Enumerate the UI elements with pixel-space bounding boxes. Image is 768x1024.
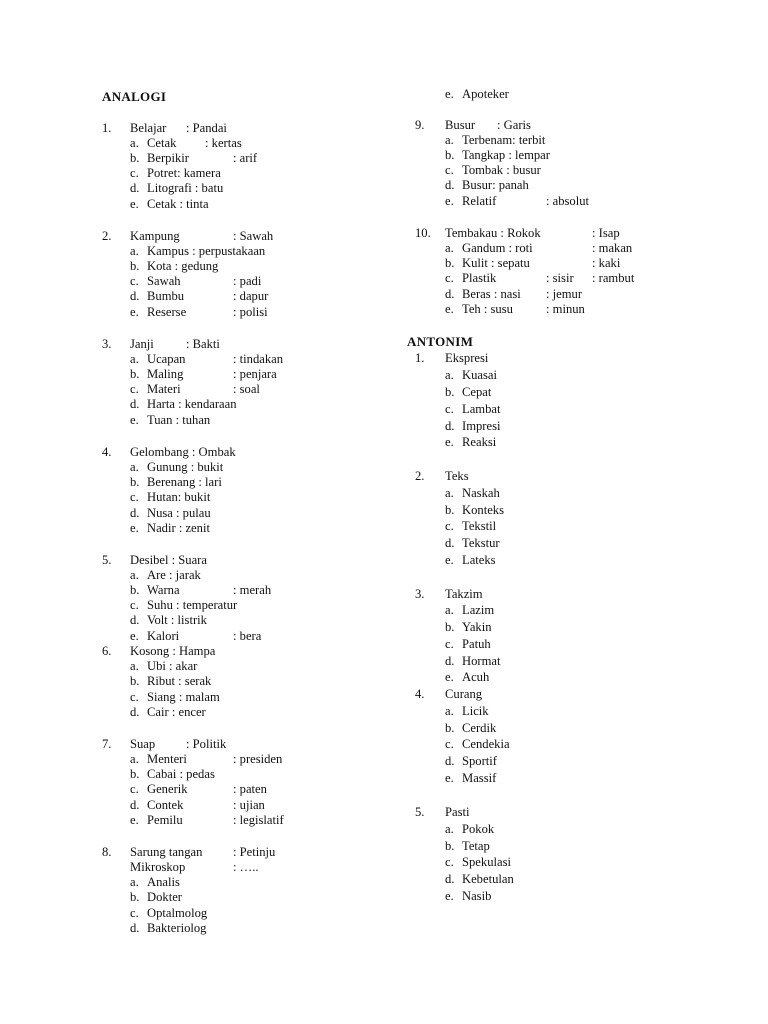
option-letter: d. bbox=[445, 872, 455, 886]
option-middle: : minun bbox=[546, 302, 585, 316]
option-right: : dapur bbox=[233, 289, 269, 303]
option-left: Nadir : zenit bbox=[147, 521, 210, 535]
question-word: Ekspresi bbox=[445, 351, 489, 365]
option-letter: c. bbox=[445, 271, 454, 285]
option-left: Materi bbox=[147, 382, 181, 396]
option-text: Massif bbox=[462, 771, 497, 785]
option-letter: b. bbox=[445, 385, 455, 399]
option-left: Optalmolog bbox=[147, 906, 208, 920]
stem-left: Belajar bbox=[130, 121, 167, 135]
option-letter: c. bbox=[130, 166, 139, 180]
option-left: Sawah bbox=[147, 274, 181, 288]
option-letter: a. bbox=[445, 368, 454, 382]
option-right: : polisi bbox=[233, 305, 268, 319]
option-letter: b. bbox=[445, 503, 455, 517]
option-letter: d. bbox=[130, 289, 140, 303]
option-right: : merah bbox=[233, 583, 272, 597]
stem-right: : Petinju bbox=[233, 845, 276, 859]
option-letter: b. bbox=[130, 475, 140, 489]
option-right: : paten bbox=[233, 782, 267, 796]
option-letter: d. bbox=[130, 181, 140, 195]
option-left: Busur: panah bbox=[462, 178, 529, 192]
question-number: 7. bbox=[102, 737, 112, 751]
option-right: : tindakan bbox=[233, 352, 284, 366]
option-letter: c. bbox=[130, 274, 139, 288]
question-number: 4. bbox=[415, 687, 425, 701]
option-letter: d. bbox=[445, 654, 455, 668]
option-letter: e. bbox=[130, 813, 139, 827]
option-left: Suhu : temperatur bbox=[147, 598, 238, 612]
option-right: : ujian bbox=[233, 798, 265, 812]
stem-right: : Politik bbox=[186, 737, 227, 751]
option-right: : kertas bbox=[205, 136, 242, 150]
option-letter: c. bbox=[130, 490, 139, 504]
option-right: : kaki bbox=[592, 256, 621, 270]
question-number: 10. bbox=[415, 226, 431, 240]
option-letter: d. bbox=[445, 754, 455, 768]
option-middle: : jemur bbox=[546, 287, 583, 301]
option-letter: b. bbox=[130, 767, 140, 781]
stem-left: Kampung bbox=[130, 229, 180, 243]
option-letter: d. bbox=[445, 178, 455, 192]
option-right: : arif bbox=[233, 151, 258, 165]
option-text: Cerdik bbox=[462, 721, 497, 735]
option-letter: b. bbox=[445, 721, 455, 735]
option-letter: d. bbox=[130, 705, 140, 719]
stem-right: : ….. bbox=[233, 860, 259, 874]
option-left: Teh : susu bbox=[462, 302, 513, 316]
option-left: Kampus : perpustakaan bbox=[147, 244, 266, 258]
option-left: Cetak bbox=[147, 136, 177, 150]
question-number: 3. bbox=[415, 587, 425, 601]
option-letter: a. bbox=[130, 659, 139, 673]
question-number: 5. bbox=[415, 805, 425, 819]
option-left: Cair : encer bbox=[147, 705, 206, 719]
option-text: Licik bbox=[462, 704, 489, 718]
stem-left: Desibel : Suara bbox=[130, 553, 207, 567]
option-left: Kota : gedung bbox=[147, 259, 219, 273]
option-letter: e. bbox=[445, 194, 454, 208]
option-letter: b. bbox=[130, 890, 140, 904]
option-left: Berenang : lari bbox=[147, 475, 222, 489]
option-letter: c. bbox=[445, 855, 454, 869]
option-letter: e. bbox=[130, 305, 139, 319]
option-letter: c. bbox=[445, 402, 454, 416]
question-number: 6. bbox=[102, 644, 112, 658]
antonim-heading: ANTONIM bbox=[407, 334, 474, 349]
option-letter: b. bbox=[130, 259, 140, 273]
option-text: Sportif bbox=[462, 754, 497, 768]
option-text: Tekstil bbox=[462, 519, 497, 533]
option-text: Lambat bbox=[462, 402, 501, 416]
stem-right: : Bakti bbox=[186, 337, 220, 351]
option-letter: b. bbox=[445, 256, 455, 270]
option-left: Pemilu bbox=[147, 813, 183, 827]
option-text: Cepat bbox=[462, 385, 492, 399]
option-text: Kebetulan bbox=[462, 872, 514, 886]
option-left: Nusa : pulau bbox=[147, 506, 211, 520]
option-left: Kulit : sepatu bbox=[462, 256, 530, 270]
option-left: Contek bbox=[147, 798, 184, 812]
option-text: Tekstur bbox=[462, 536, 500, 550]
option-letter: e. bbox=[130, 521, 139, 535]
option-left: Tuan : tuhan bbox=[147, 413, 211, 427]
option-letter: d. bbox=[445, 536, 455, 550]
option-letter: a. bbox=[130, 352, 139, 366]
option-letter: a. bbox=[445, 603, 454, 617]
option-letter: b. bbox=[445, 839, 455, 853]
option-text: Impresi bbox=[462, 419, 501, 433]
option-letter: c. bbox=[445, 737, 454, 751]
question-number: 2. bbox=[415, 469, 425, 483]
option-right: : presiden bbox=[233, 752, 283, 766]
option-letter: a. bbox=[445, 486, 454, 500]
option-letter: e. bbox=[130, 629, 139, 643]
option-text: Lateks bbox=[462, 553, 496, 567]
option-text: Hormat bbox=[462, 654, 501, 668]
question-number: 9. bbox=[415, 118, 425, 132]
stem-right: : Garis bbox=[497, 118, 531, 132]
option-text: Acuh bbox=[462, 670, 490, 684]
option-letter: c. bbox=[130, 906, 139, 920]
option-left: Reserse bbox=[147, 305, 187, 319]
option-text: Konteks bbox=[462, 503, 504, 517]
option-right: : legislatif bbox=[233, 813, 284, 827]
option-letter: a. bbox=[130, 460, 139, 474]
option-letter: e. bbox=[445, 771, 454, 785]
option-left: Ubi : akar bbox=[147, 659, 198, 673]
question-number: 1. bbox=[102, 121, 112, 135]
option-left: Gandum : roti bbox=[462, 241, 533, 255]
option-left: Bakteriolog bbox=[147, 921, 207, 935]
option-left: Cabai : pedas bbox=[147, 767, 215, 781]
option-left: Ucapan bbox=[147, 352, 186, 366]
stem-left: Tembakau : Rokok bbox=[445, 226, 541, 240]
option-letter: a. bbox=[445, 133, 454, 147]
option-left: Menteri bbox=[147, 752, 187, 766]
stem-left: Kosong : Hampa bbox=[130, 644, 216, 658]
option-letter: b. bbox=[445, 148, 455, 162]
stem-left: Mikroskop bbox=[130, 860, 186, 874]
option-letter: a. bbox=[130, 244, 139, 258]
option-letter: d. bbox=[130, 613, 140, 627]
option-left: Relatif bbox=[462, 194, 497, 208]
option-left: Hutan: bukit bbox=[147, 490, 211, 504]
stem-left: Busur bbox=[445, 118, 476, 132]
option-left: Tangkap : lempar bbox=[462, 148, 550, 162]
option-letter: c. bbox=[130, 382, 139, 396]
option-text: Nasib bbox=[462, 889, 492, 903]
stem-left: Gelombang : Ombak bbox=[130, 445, 236, 459]
option-right: : penjara bbox=[233, 367, 277, 381]
option-left: Generik bbox=[147, 782, 188, 796]
option-right: : padi bbox=[233, 274, 262, 288]
question-word: Teks bbox=[445, 469, 469, 483]
option-letter: e. bbox=[445, 302, 454, 316]
option-left: Apoteker bbox=[462, 87, 509, 101]
option-letter: e. bbox=[445, 87, 454, 101]
option-left: Maling bbox=[147, 367, 184, 381]
option-letter: b. bbox=[130, 367, 140, 381]
stem-left: Sarung tangan bbox=[130, 845, 203, 859]
option-letter: e. bbox=[130, 413, 139, 427]
question-word: Pasti bbox=[445, 805, 470, 819]
option-left: Tombak : busur bbox=[462, 163, 541, 177]
stem-right: : Pandai bbox=[186, 121, 227, 135]
option-text: Patuh bbox=[462, 637, 491, 651]
option-text: Reaksi bbox=[462, 435, 497, 449]
option-right: : absolut bbox=[546, 194, 590, 208]
option-letter: e. bbox=[445, 670, 454, 684]
option-right: : bera bbox=[233, 629, 262, 643]
option-left: Cetak : tinta bbox=[147, 197, 209, 211]
option-right: : makan bbox=[592, 241, 633, 255]
question-number: 3. bbox=[102, 337, 112, 351]
option-text: Tetap bbox=[462, 839, 490, 853]
option-left: Dokter bbox=[147, 890, 182, 904]
option-letter: a. bbox=[130, 875, 139, 889]
option-letter: a. bbox=[130, 568, 139, 582]
option-left: Siang : malam bbox=[147, 690, 220, 704]
option-right: : soal bbox=[233, 382, 260, 396]
option-text: Kuasai bbox=[462, 368, 497, 382]
question-number: 1. bbox=[415, 351, 425, 365]
option-left: Ribut : serak bbox=[147, 674, 212, 688]
option-left: Litografi : batu bbox=[147, 181, 224, 195]
option-letter: e. bbox=[445, 435, 454, 449]
option-letter: a. bbox=[445, 241, 454, 255]
option-letter: c. bbox=[445, 519, 454, 533]
option-left: Warna bbox=[147, 583, 180, 597]
option-letter: b. bbox=[130, 583, 140, 597]
option-letter: a. bbox=[445, 822, 454, 836]
option-text: Cendekia bbox=[462, 737, 510, 751]
option-letter: b. bbox=[130, 151, 140, 165]
option-letter: b. bbox=[130, 674, 140, 688]
question-number: 8. bbox=[102, 845, 112, 859]
option-left: Gunung : bukit bbox=[147, 460, 224, 474]
option-text: Naskah bbox=[462, 486, 500, 500]
option-letter: c. bbox=[445, 163, 454, 177]
analogi-heading: ANALOGI bbox=[102, 89, 167, 104]
option-letter: a. bbox=[445, 704, 454, 718]
option-right: : rambut bbox=[592, 271, 635, 285]
stem-left: Suap bbox=[130, 737, 156, 751]
option-letter: d. bbox=[445, 419, 455, 433]
option-text: Yakin bbox=[462, 620, 492, 634]
option-letter: c. bbox=[130, 598, 139, 612]
question-number: 5. bbox=[102, 553, 112, 567]
option-left: Volt : listrik bbox=[147, 613, 207, 627]
question-number: 2. bbox=[102, 229, 112, 243]
option-letter: d. bbox=[130, 506, 140, 520]
option-left: Beras : nasi bbox=[462, 287, 521, 301]
stem-right: : Sawah bbox=[233, 229, 274, 243]
option-letter: c. bbox=[130, 690, 139, 704]
option-letter: c. bbox=[445, 637, 454, 651]
option-text: Pokok bbox=[462, 822, 495, 836]
option-letter: a. bbox=[130, 136, 139, 150]
option-letter: c. bbox=[130, 782, 139, 796]
option-letter: d. bbox=[130, 397, 140, 411]
option-letter: e. bbox=[445, 889, 454, 903]
option-letter: d. bbox=[445, 287, 455, 301]
option-letter: a. bbox=[130, 752, 139, 766]
question-word: Curang bbox=[445, 687, 483, 701]
option-left: Analis bbox=[147, 875, 180, 889]
option-text: Spekulasi bbox=[462, 855, 511, 869]
option-left: Are : jarak bbox=[147, 568, 201, 582]
option-letter: d. bbox=[130, 798, 140, 812]
option-letter: e. bbox=[445, 553, 454, 567]
option-left: Terbenam: terbit bbox=[462, 133, 546, 147]
option-letter: b. bbox=[445, 620, 455, 634]
option-left: Harta : kendaraan bbox=[147, 397, 237, 411]
stem-left: Janji bbox=[130, 337, 154, 351]
option-text: Lazim bbox=[462, 603, 495, 617]
stem-right: : Isap bbox=[592, 226, 620, 240]
option-middle: : sisir bbox=[546, 271, 574, 285]
question-word: Takzim bbox=[445, 587, 483, 601]
question-number: 4. bbox=[102, 445, 112, 459]
option-left: Potret: kamera bbox=[147, 166, 221, 180]
option-left: Berpikir bbox=[147, 151, 189, 165]
option-left: Kalori bbox=[147, 629, 180, 643]
option-letter: e. bbox=[130, 197, 139, 211]
option-letter: d. bbox=[130, 921, 140, 935]
option-left: Bumbu bbox=[147, 289, 185, 303]
option-left: Plastik bbox=[462, 271, 497, 285]
